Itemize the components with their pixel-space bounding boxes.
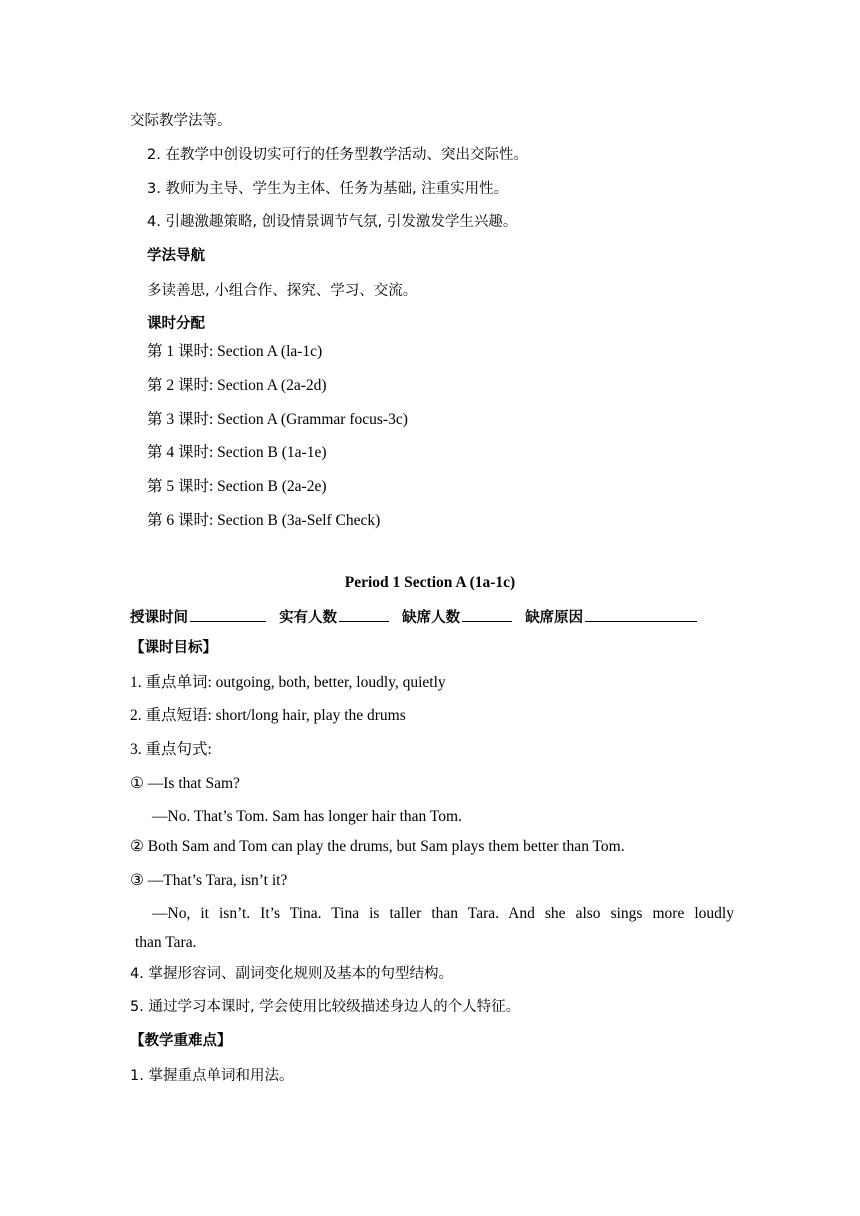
sentence-line: than Tara. xyxy=(135,934,197,951)
absent-blank xyxy=(462,605,512,622)
period-item: 第 4 课时: Section B (1a-1e) xyxy=(147,444,327,461)
present-blank xyxy=(339,605,389,622)
present-label: 实有人数 xyxy=(279,610,338,626)
sentence-line: ③ —That’s Tara, isn’t it? xyxy=(130,872,288,889)
period-item: 第 6 课时: Section B (3a-Self Check) xyxy=(147,512,381,529)
period-item: 第 5 课时: Section B (2a-2e) xyxy=(147,478,327,495)
goal-item: 2. 重点短语: short/long hair, play the drums xyxy=(130,707,406,724)
goal-item: 1. 重点单词: outgoing, both, better, loudly, quietly xyxy=(130,674,446,691)
period-item: 第 1 课时: Section A (la-1c) xyxy=(147,343,323,360)
study-guide-heading: 学法导航 xyxy=(147,248,205,264)
sentence-line: ① —Is that Sam? xyxy=(130,775,240,792)
absent-label: 缺席人数 xyxy=(402,610,461,626)
lesson-title: Period 1 Section A (1a-1c) xyxy=(344,574,516,591)
reason-label: 缺席原因 xyxy=(525,610,584,626)
sentence-line: ② Both Sam and Tom can play the drums, but Sam plays them better than Tom. xyxy=(130,838,625,855)
difficulty-item: 1. 掌握重点单词和用法。 xyxy=(130,1068,294,1084)
intro-line: 交际教学法等。 xyxy=(130,113,232,129)
study-guide-text: 多读善思, 小组合作、探究、学习、交流。 xyxy=(147,283,418,299)
period-item: 第 3 课时: Section A (Grammar focus-3c) xyxy=(147,411,408,428)
goal-item: 4. 掌握形容词、副词变化规则及基本的句型结构。 xyxy=(130,966,453,982)
intro-item: 2. 在教学中创设切实可行的任务型教学活动、突出交际性。 xyxy=(147,147,528,163)
goal-item: 5. 通过学习本课时, 学会使用比较级描述身边人的个人特征。 xyxy=(130,999,521,1015)
period-item: 第 2 课时: Section A (2a-2d) xyxy=(147,377,327,394)
goal-item: 3. 重点句式: xyxy=(130,741,212,758)
time-label: 授课时间 xyxy=(130,610,188,626)
periods-heading: 课时分配 xyxy=(147,316,205,332)
reason-blank xyxy=(585,605,697,622)
sentence-line: —No, it isn’t. It’s Tina. Tina is taller than Tara. And she also sings more loudly xyxy=(152,905,734,922)
difficulty-heading: 【教学重难点】 xyxy=(130,1033,232,1049)
goals-heading: 【课时目标】 xyxy=(130,640,217,656)
intro-item: 3. 教师为主导、学生为主体、任务为基础, 注重实用性。 xyxy=(147,181,509,197)
intro-item: 4. 引趣激趣策略, 创设情景调节气氛, 引发激发学生兴趣。 xyxy=(147,214,518,230)
lesson-info-row xyxy=(130,605,697,625)
time-blank xyxy=(190,605,266,622)
sentence-line: —No. That’s Tom. Sam has longer hair than Tom. xyxy=(152,808,462,825)
